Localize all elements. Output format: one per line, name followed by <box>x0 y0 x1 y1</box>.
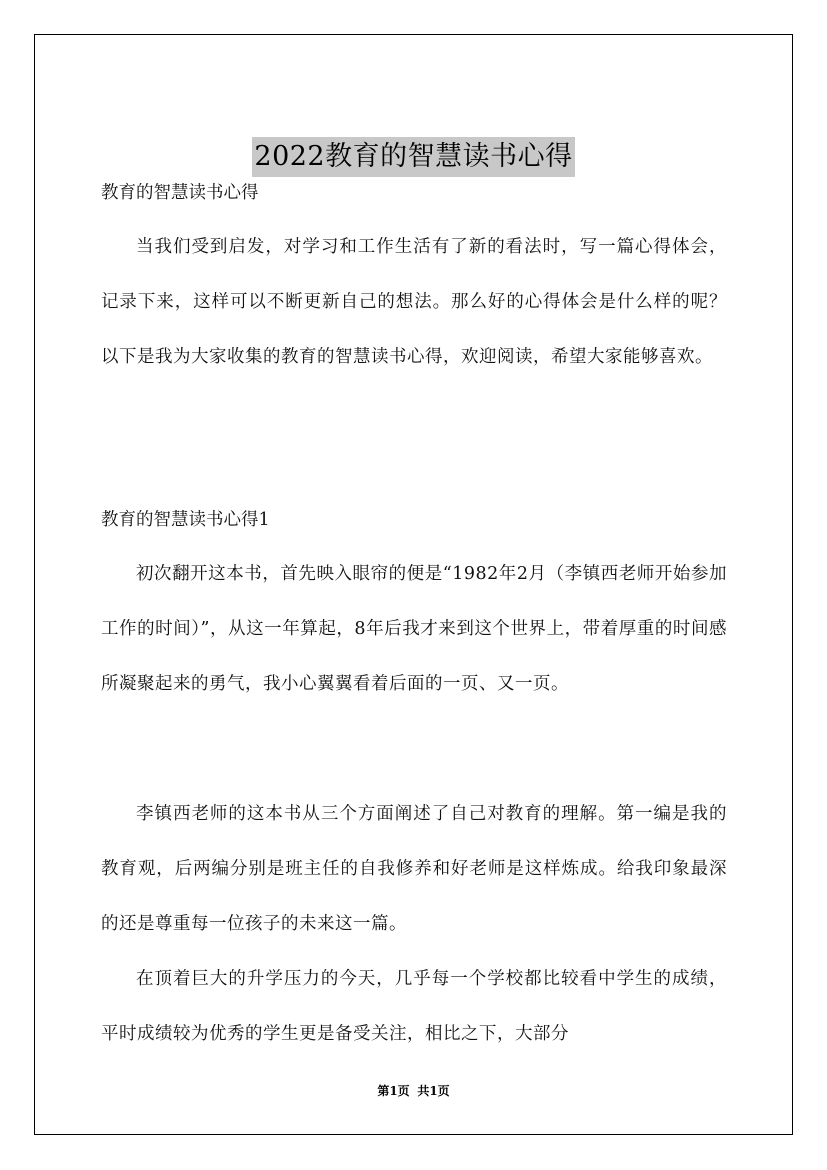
page-footer <box>35 1082 792 1099</box>
body-paragraph-1: 初次翻开这本书，首先映入眼帘的便是“1982年2月（李镇西老师开始参加工作的时间）”，从这一年算起，8年后我才来到这个世界上，带着厚重的时间感所凝聚起来的勇气，我小心翼翼看着后面的一页、又一页。 <box>101 564 727 694</box>
document-title: 2022教育的智慧读书心得 <box>252 137 574 177</box>
page-total: 共1页 <box>417 1084 450 1098</box>
body-paragraph-3: 在顶着巨大的升学压力的今天，几乎每一个学校都比较看中学生的成绩，平时成绩较为优秀的学生更是备受关注，相比之下，大部分 <box>101 969 727 1044</box>
section-heading: 教育的智慧读书心得 <box>101 183 259 203</box>
page-number: 第1页 <box>377 1084 410 1098</box>
title-container <box>35 137 792 177</box>
intro-paragraph: 当我们受到启发，对学习和工作生活有了新的看法时，写一篇心得体会，记录下来，这样可以不断更新自己的想法。那么好的心得体会是什么样的呢？以下是我为大家收集的教育的智慧读书心得，欢迎阅读，希望大家能够喜欢。 <box>101 237 727 367</box>
document-page <box>34 34 793 1135</box>
subheading-1: 教育的智慧读书心得1 <box>101 510 270 530</box>
body-paragraph-2: 李镇西老师的这本书从三个方面阐述了自己对教育的理解。第一编是我的教育观，后两编分别是班主任的自我修养和好老师是这样炼成。给我印象最深的还是尊重每一位孩子的未来这一篇。 <box>101 804 727 934</box>
